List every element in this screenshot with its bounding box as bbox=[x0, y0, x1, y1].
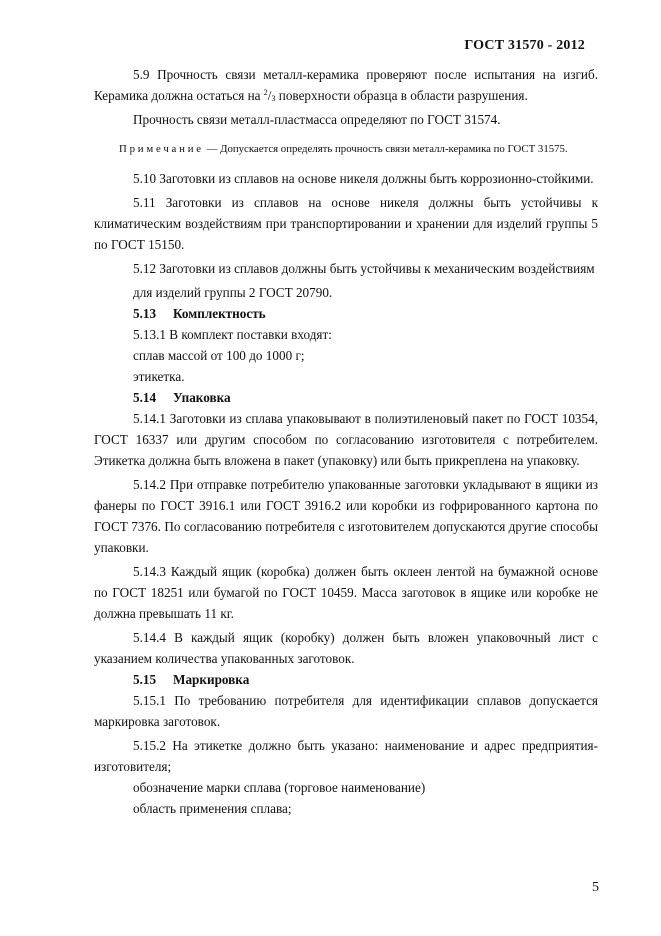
paragraph-5-13-1: 5.13.1 В комплект поставки входят: bbox=[133, 327, 332, 342]
section-number-5-13: 5.13 bbox=[133, 306, 157, 321]
document-header: ГОСТ 31570 - 2012 bbox=[464, 38, 585, 53]
note-label: Примечание bbox=[119, 143, 204, 155]
note-text: — Допускается определять прочность связи металл-керамика по ГОСТ 31575. bbox=[203, 143, 568, 155]
paragraph-5-12-cont: для изделий группы 2 ГОСТ 20790. bbox=[133, 285, 333, 300]
paragraph-5-9 bbox=[94, 64, 598, 106]
note bbox=[94, 139, 598, 159]
section-heading-5-13 bbox=[94, 303, 598, 324]
fraction-denominator: 3 bbox=[271, 94, 276, 103]
section-title-5-15: Маркировка bbox=[173, 672, 250, 687]
paragraph-5-12: 5.12 Заготовки из сплавов должны быть устойчивы к механическим воздействиям bbox=[133, 261, 595, 276]
paragraph-5-15-1: 5.15.1 По требованию потребителя для идентификации сплавов допускается маркировка заготовок. bbox=[94, 693, 598, 729]
section-number-5-15: 5.15 bbox=[133, 672, 157, 687]
paragraph-5-11: 5.11 Заготовки из сплавов на основе никеля должны быть устойчивы к климатическим воздействиям при транспортировании и хранении для изделий группы 5 по ГОСТ 15150. bbox=[94, 195, 598, 252]
list-item: сплав массой от 100 до 1000 г; bbox=[133, 348, 305, 363]
paragraph-5-10: 5.10 Заготовки из сплавов на основе никеля должны быть коррозионно-стойкими. bbox=[133, 171, 594, 186]
paragraph-5-14-2: 5.14.2 При отправке потребителю упакованные заготовки укладывают в ящики из фанеры по ГОСТ 3916.1 или ГОСТ 3916.2 или коробки из гофрированного картона по ГОСТ 7376. По согласованию потребителя с изготовителем допускаются другие способы упаковки. bbox=[94, 477, 598, 555]
section-number-5-14: 5.14 bbox=[133, 390, 157, 405]
section-heading-5-14 bbox=[94, 387, 598, 408]
paragraph-5-9-text-a: 5.9 Прочность связи металл-керамика проверяют после испытания на изгиб. Керамика должна остаться на bbox=[94, 67, 598, 103]
list-item: обозначение марки сплава (торговое наименование) bbox=[133, 780, 426, 795]
paragraph-5-14-3: 5.14.3 Каждый ящик (коробка) должен быть оклеен лентой на бумажной основе по ГОСТ 18251 или бумагой по ГОСТ 10459. Масса заготовок в ящике или коробке не должна превышать 11 кг. bbox=[94, 564, 598, 621]
page-number: 5 bbox=[592, 880, 599, 895]
list-item: этикетка. bbox=[133, 369, 185, 384]
paragraph-5-9-text-b: поверхности образца в области разрушения. bbox=[275, 88, 528, 103]
fraction-two-thirds bbox=[264, 88, 276, 103]
document-body bbox=[94, 64, 598, 819]
section-title-5-14: Упаковка bbox=[173, 390, 231, 405]
list-item: область применения сплава; bbox=[133, 801, 292, 816]
paragraph-5-14-1: 5.14.1 Заготовки из сплава упаковывают в полиэтиленовый пакет по ГОСТ 10354, ГОСТ 16337 или другим способом по согласованию изготовителя с потребителем. Этикетка должна быть вложена в пакет (упаковку) или быть прикреплена на упаковку. bbox=[94, 411, 598, 468]
fraction-numerator: 2 bbox=[263, 88, 268, 97]
section-heading-5-15 bbox=[94, 669, 598, 690]
paragraph-5-9-plastic: Прочность связи металл-пластмасса определяют по ГОСТ 31574. bbox=[133, 112, 501, 127]
section-title-5-13: Комплектность bbox=[173, 306, 266, 321]
paragraph-5-14-4: 5.14.4 В каждый ящик (коробку) должен быть вложен упаковочный лист с указанием количества упакованных заготовок. bbox=[94, 630, 598, 666]
paragraph-5-15-2: 5.15.2 На этикетке должно быть указано: наименование и адрес предприятия-изготовителя; bbox=[94, 738, 598, 774]
fraction-separator: / bbox=[267, 88, 272, 103]
